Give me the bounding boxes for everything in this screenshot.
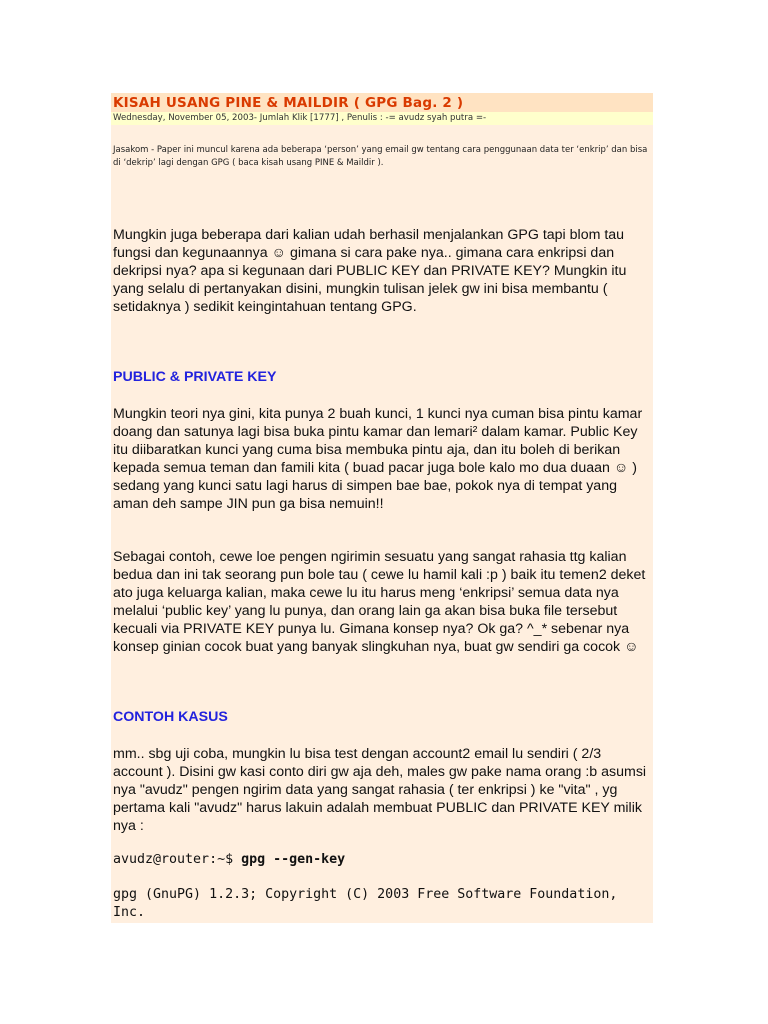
article-title: KISAH USANG PINE & MAILDIR ( GPG Bag. 2 ) [113, 95, 464, 111]
title-bar [111, 93, 653, 112]
section-heading-public-private-key: PUBLIC & PRIVATE KEY [113, 369, 277, 385]
section1-paragraph-2: Sebagai contoh, cewe loe pengen ngirimin sesuatu yang sangat rahasia ttg kalian bedua dan ini tak seorang pun bole tau ( cewe lu hamil kali :p ) baik itu temen2 deket ato juga keluarga kalian, maka cewe lu itu harus meng ‘enkripsi’ semua data nya melalui ‘public key’ yang lu punya, dan orang lain ga akan bisa buka file tersebut kecuali via PRIVATE KEY punya lu. Gimana konsep nya? Ok ga? ^_* sebenar nya konsep ginian cocok buat yang banyak slingkuhan nya, buat gw sendiri ga cocok ☺ [113, 549, 646, 655]
command-line [113, 851, 653, 869]
article [111, 93, 653, 923]
article-meta: Wednesday, November 05, 2003- Jumlah Klik [1777] , Penulis : -= avudz syah putra =- [111, 112, 653, 125]
shell-prompt: avudz@router:~$ [113, 852, 242, 867]
intro-paragraph: Mungkin juga beberapa dari kalian udah berhasil menjalankan GPG tapi blom tau fungsi dan kegunaannya ☺ gimana si cara pake nya.. gimana cara enkripsi dan dekripsi nya? apa si kegunaan dari PUBLIC KEY dan PRIVATE KEY? Mungkin itu yang selalu di pertanyakan disini, mungkin tulisan jelek gw ini bisa membantu ( setidaknya ) sedikit keingintahuan tentang GPG. [113, 227, 627, 315]
command-output: gpg (GnuPG) 1.2.3; Copyright (C) 2003 Free Software Foundation, Inc. [113, 887, 626, 920]
section-heading-contoh-kasus: CONTOH KASUS [113, 709, 228, 725]
section2-paragraph-1: mm.. sbg uji coba, mungkin lu bisa test dengan account2 email lu sendiri ( 2/3 account ). Disini gw kasi conto diri gw aja deh, males gw pake nama orang :b asumsi nya "avudz" pengen ngirim data yang sangat rahasia ( ter enkripsi ) ke "vita" , yg pertama kali "avudz" harus lakuin adalah membuat PUBLIC dan PRIVATE KEY milik nya : [113, 746, 647, 834]
section1-paragraph-1: Mungkin teori nya gini, kita punya 2 buah kunci, 1 kunci nya cuman bisa pintu kamar doang dan satunya lagi bisa buka pintu kamar dan lemari² dalam kamar. Public Key itu diibaratkan kunci yang cuma bisa membuka pintu aja, dan itu boleh di berikan kepada semua teman dan famili kita ( buad pacar juga bole kalo mo dua duaan ☺ ) sedang yang kunci satu lagi harus di simpen bae bae, pokok nya di tempat yang aman deh sampe JIN pun ga bisa nemuin!! [113, 406, 643, 512]
shell-command: gpg --gen-key [241, 852, 346, 867]
article-abstract: Jasakom - Paper ini muncul karena ada beberapa ‘person’ yang email gw tentang cara penggunaan data ter ‘enkrip’ dan bisa di ‘dekrip’ lagi dengan GPG ( baca kisah usang PINE & Maildir ). [113, 145, 648, 168]
